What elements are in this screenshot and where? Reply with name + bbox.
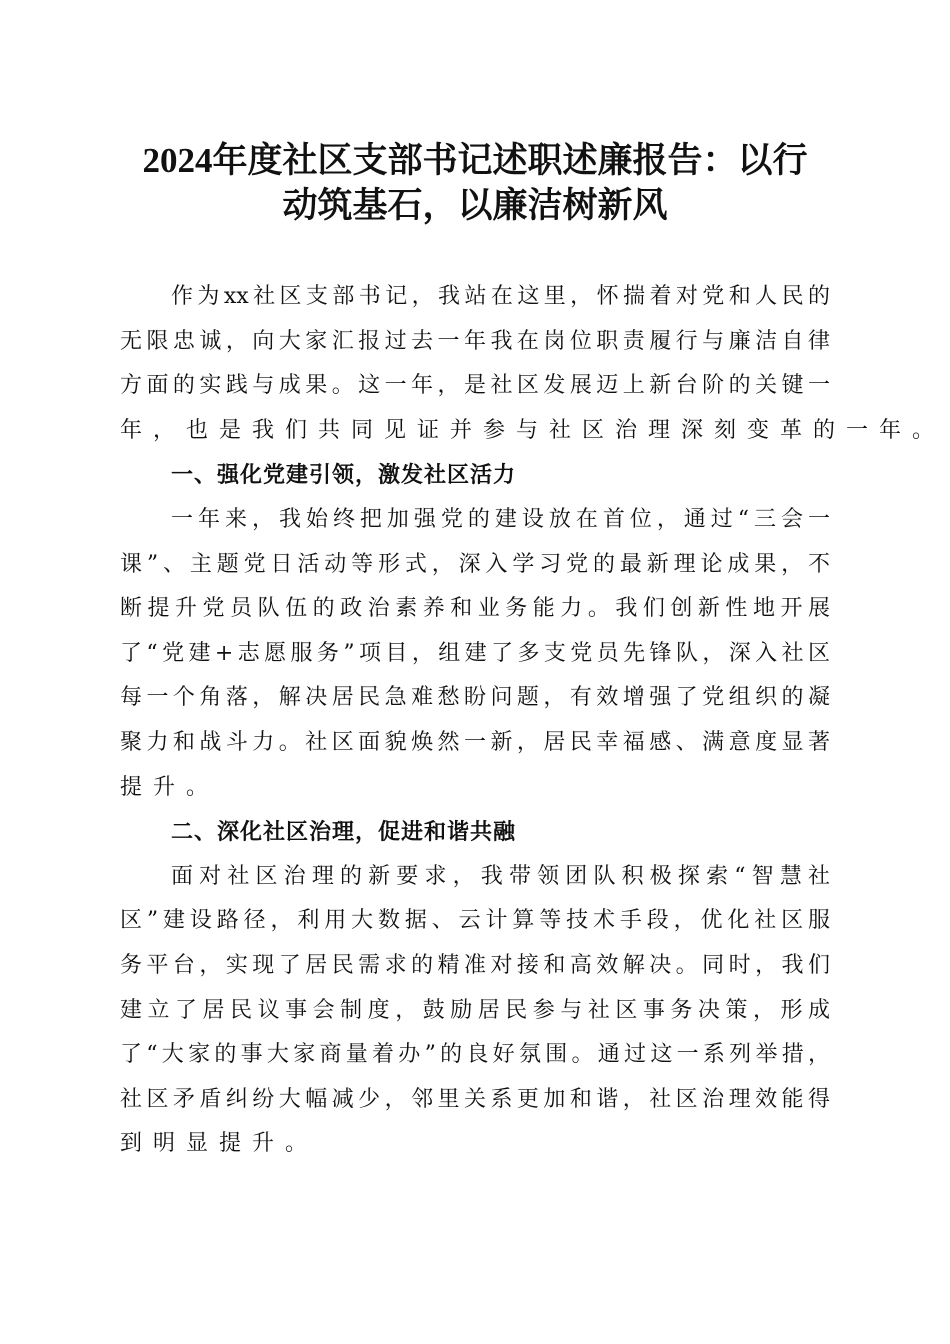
paragraph-line: 了“大家的事大家商量着办”的良好氛围。通过这一系列举措， — [120, 1042, 830, 1068]
paragraph-line: 社区矛盾纠纷大幅减少，邻里关系更加和谐，社区治理效能得 — [120, 1086, 830, 1112]
paragraph-line: 课”、主题党日活动等形式，深入学习党的最新理论成果，不 — [120, 551, 830, 577]
section-heading-1: 一、强化党建引领，激发社区活力 — [171, 462, 517, 489]
paragraph-line: 断提升党员队伍的政治素养和业务能力。我们创新性地开展 — [120, 596, 830, 622]
paragraph-line: 无限忠诚，向大家汇报过去一年我在岗位职责履行与廉洁自律 — [120, 328, 830, 354]
paragraph-line: 区”建设路径，利用大数据、云计算等技术手段，优化社区服 — [120, 908, 830, 934]
paragraph-line: 年，也是我们共同见证并参与社区治理深刻变革的一年。 — [120, 417, 946, 443]
paragraph-line: 建立了居民议事会制度，鼓励居民参与社区事务决策，形成 — [120, 997, 830, 1023]
paragraph-line: 面对社区治理的新要求，我带领团队积极探索“智慧社 — [171, 863, 830, 889]
paragraph-line: 聚力和战斗力。社区面貌焕然一新，居民幸福感、满意度显著 — [120, 729, 830, 755]
document-body — [120, 275, 946, 1167]
paragraph-line: 作为xx社区支部书记，我站在这里，怀揣着对党和人民的 — [171, 284, 830, 309]
paragraph-line: 每一个角落，解决居民急难愁盼问题，有效增强了党组织的凝 — [120, 685, 830, 711]
paragraph-line: 了“党建+志愿服务”项目，组建了多支党员先锋队，深入社区 — [120, 640, 830, 666]
document-title-line-2: 动筑基石，以廉洁树新风 — [282, 186, 668, 225]
paragraph-line: 提升。 — [120, 774, 220, 800]
paragraph-line: 务平台，实现了居民需求的精准对接和高效解决。同时，我们 — [120, 952, 830, 978]
section-heading-2: 二、深化社区治理，促进和谐共融 — [171, 819, 517, 846]
document-title-line-1: 2024年度社区支部书记述职述廉报告：以行 — [142, 141, 808, 180]
paragraph-line: 一年来，我始终把加强党的建设放在首位，通过“三会一 — [171, 506, 830, 532]
paragraph-line: 到明显提升。 — [120, 1131, 319, 1157]
paragraph-line: 方面的实践与成果。这一年，是社区发展迈上新台阶的关键一 — [120, 373, 830, 399]
